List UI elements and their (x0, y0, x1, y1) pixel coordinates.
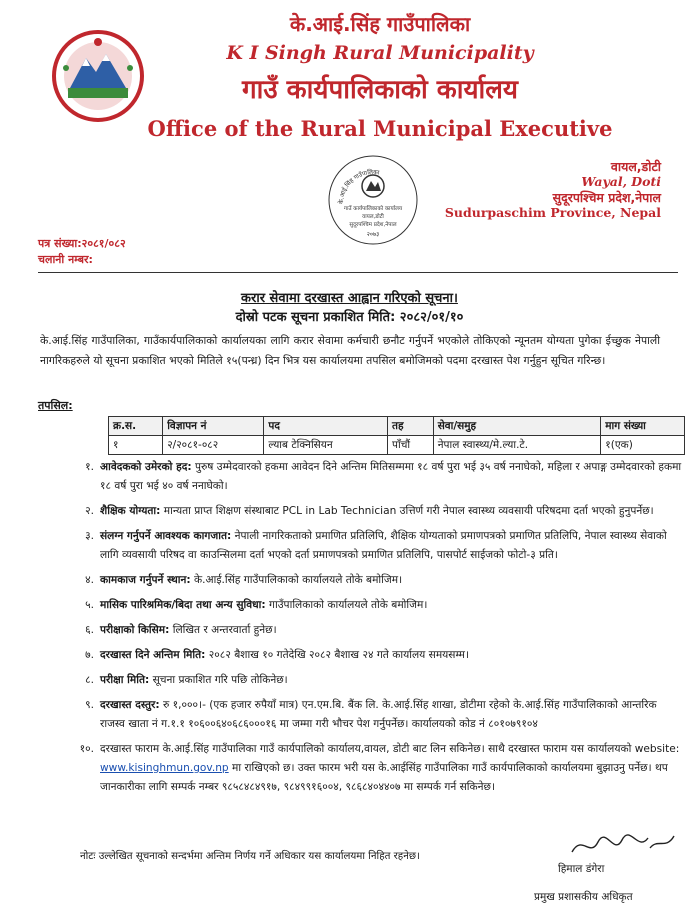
signatory-title: प्रमुख प्रशासकीय अधिकृत (534, 891, 633, 903)
item-number: ५. (85, 599, 94, 611)
item-number: ४. (85, 574, 94, 586)
item-text: सूचना प्रकाशित गरि पछि तोकिनेछ। (149, 674, 288, 686)
item-label: दरखास्त दस्तुर: (100, 699, 160, 711)
address-english-line1: Wayal, Doti (581, 174, 661, 189)
cell-demand-count: १(एक) (601, 436, 685, 455)
item-number: ८. (85, 674, 94, 686)
dispatch-number: चलानी नम्बर: (38, 253, 93, 266)
item-text: रु १,०००।- (एक हजार रुपैयाँ मात्र) एन.एम.बि. बैंक लि. के.आई.सिंह शाखा, डोटीमा रहेको के.आई.सिंह गाउँपालिकाको आन्तरिक राजस्व खाता नं ग.१.१ १०६००६४०६८६०००१६ मा जम्मा गरी भौचर पेश गर्नुपर्नेछ। कार्यालयको कोड नं ८०१०७९१०४ (100, 699, 657, 730)
note-text: नोटः उल्लेखित सूचनाको सन्दर्भमा अन्तिम निर्णय गर्ने अधिकार यस कार्यालयमा निहित रहनेछ। (80, 851, 420, 862)
item-text: मा राखिएको छ। उक्त फारम भरी यस के.आईसिंह गाउँपालिका गाउँ कार्यपालिकाको कार्यालयमा बुझाउनु पर्नेछ। थप जानकारीका लागि सम्पर्क नम्बर ९८५८४८४९१७, ९८४९९१६००४, ९८६८४०४४०७ मा सम्पर्क गर्न सकिनेछ। (100, 762, 668, 793)
item-label: आवेदकको उमेरको हद: (100, 461, 192, 473)
seal-text-arc: के.आई.सिंह गाउँपालिका (337, 168, 380, 205)
seal-line2: गाउँ कार्यपालिकाको कार्यालय (343, 206, 403, 212)
cell-service-group: नेपाल स्वास्थ्य/मे.ल्या.टे. (433, 436, 601, 455)
list-item (85, 527, 682, 565)
address-nepali-line2: सुदूरपश्चिम प्रदेश,नेपाल (552, 190, 661, 205)
col-service-group: सेवा/समुह (433, 417, 601, 436)
office-name-english: Office of the Rural Municipal Executive (147, 116, 613, 141)
item-label: संलग्न गर्नुपर्ने आवश्यक कागजात: (100, 530, 232, 542)
seal-year: २०७३ (366, 231, 380, 238)
item-label: दरखास्त दिने अन्तिम मिति: (100, 649, 206, 661)
item-label: परीक्षाको किसिम: (100, 624, 170, 636)
municipality-name-nepali: के.आई.सिंह गाउँपालिका (289, 12, 471, 36)
details-label: तपसिल: (38, 399, 73, 412)
notice-title: करार सेवामा दरखास्त आह्वान गरिएको सूचना। (241, 291, 458, 306)
item-label: शैक्षिक योग्यता: (100, 505, 161, 517)
item-number: २. (85, 505, 94, 517)
list-item (85, 696, 682, 734)
address-nepali-line1: वायल,डोटी (610, 159, 661, 174)
item-text: मान्यता प्राप्त शिक्षण संस्थाबाट PCL in Lab Technician उत्तिर्ण गरी नेपाल स्वास्थ्य व्यवसायी परिषदमा दर्ता भएको हुनुपर्नेछ। (160, 505, 654, 517)
col-serial: क्र.स. (109, 417, 163, 436)
signatory-name: हिमाल डंगेरा (558, 863, 605, 875)
cell-ad-number: २/२०८१-०८२ (163, 436, 264, 455)
list-item (85, 646, 682, 665)
list-item (85, 458, 682, 496)
requirements-list (79, 458, 682, 803)
cell-post: ल्याब टेक्निसियन (264, 436, 388, 455)
seal-line4: सुदूरपश्चिम प्रदेश,नेपाल (349, 222, 397, 228)
table-row (109, 436, 685, 455)
notice-subtitle: दोस्रो पटक सूचना प्रकाशित मिति: २०८२/०१/१० (235, 310, 464, 325)
table-header-row (109, 417, 685, 436)
signature-mark (568, 830, 678, 862)
col-ad-number: विज्ञापन नं (163, 417, 264, 436)
cell-level: पाँचौं (388, 436, 434, 455)
item-text: लिखित र अन्तरवार्ता हुनेछ। (169, 624, 277, 636)
list-item (79, 740, 682, 797)
cell-serial: १ (109, 436, 163, 455)
list-item (85, 671, 682, 690)
address-english-line2: Sudurpaschim Province, Nepal (444, 205, 661, 220)
office-name-nepali: गाउँ कार्यपालिकाको कार्यालय (242, 75, 518, 105)
col-post: पद (264, 417, 388, 436)
item-label: परीक्षा मिति: (100, 674, 150, 686)
item-text: गाउँपालिकाको कार्यालयले तोके बमोजिम। (265, 599, 428, 611)
item-text: पुरुष उम्मेदवारको हकमा आवेदन दिने अन्तिम मितिसम्ममा १८ वर्ष पुरा भई ३५ वर्ष ननाघेको, महिला र अपाङ्ग उम्मेदवारको हकमा १८ वर्ष पुरा भई ४० वर्ष ननाघेको। (100, 461, 682, 492)
item-number: ३. (85, 530, 94, 542)
item-number: ६. (85, 624, 94, 636)
item-number: १. (85, 461, 94, 473)
header-divider (38, 272, 678, 273)
item-text: के.आई.सिंह गाउँपालिकाको कार्यालयले तोके बमोजिम। (190, 574, 403, 586)
item-number: ९. (85, 699, 94, 711)
list-item (85, 502, 682, 521)
vacancy-table (108, 416, 685, 455)
list-item (85, 571, 682, 590)
item-text: नेपाली नागरिकताको प्रमाणित प्रतिलिपि, शैक्षिक योग्यताको प्रमाणपत्रको प्रमाणित प्रतिलिपि, नेपाल स्वास्थ्य सेवाको लागि व्यवसायी परिषद वा काउन्सिलमा दर्ता भएको दर्ता प्रमाणपत्रको प्रमाणित प्रतिलिपि, पासपोर्ट साईजको फोटो-३ प्रति। (100, 530, 667, 561)
municipality-emblem (50, 28, 146, 124)
municipality-name-english: K I Singh Rural Municipality (226, 42, 534, 64)
notice-intro: के.आई.सिंह गाउँपालिका, गाउँकार्यपालिकाको कार्यालयका लागि करार सेवामा कर्मचारी छनौट गर्नुपर्ने भएकोले तोकिएको न्यूनतम योग्यता पुगेका ईच्छुक नेपाली नागरिकहरुले यो सूचना प्रकाशित भएको मितिले १५(पन्ध्र) दिन भित्र यस कार्यालयमा तपसिल बमोजिमको पदमा दरखास्त पेश गर्नुहुन सूचित गरिन्छ। (40, 334, 660, 367)
item-number: १०. (79, 743, 94, 755)
item-number: ७. (85, 649, 94, 661)
office-seal (325, 152, 421, 248)
seal-line3: वायल,डोटी (362, 214, 384, 220)
item-text: दरखास्त फाराम के.आई.सिंह गाउँपालिका गाउँ कार्यपालिको कार्यालय,वायल, डोटी बाट लिन सकिनेछ। साथै दरखास्त फाराम यस कार्यालयको website: (100, 743, 680, 755)
website-link[interactable]: www.kisinghmun.gov.np (100, 762, 229, 774)
list-item (85, 596, 682, 615)
letter-number: पत्र संख्या:२०८१/०८२ (38, 237, 126, 250)
item-label: कामकाज गर्नुपर्ने स्थान: (100, 574, 191, 586)
item-text: २०८२ बैशाख १० गतेदेखि २०८२ बैशाख २४ गते कार्यालय समयसम्म। (205, 649, 469, 661)
list-item (85, 621, 682, 640)
col-level: तह (388, 417, 434, 436)
col-demand-count: माग संख्या (601, 417, 685, 436)
item-label: मासिक पारिश्रमिक/बिदा तथा अन्य सुविधा: (100, 599, 266, 611)
